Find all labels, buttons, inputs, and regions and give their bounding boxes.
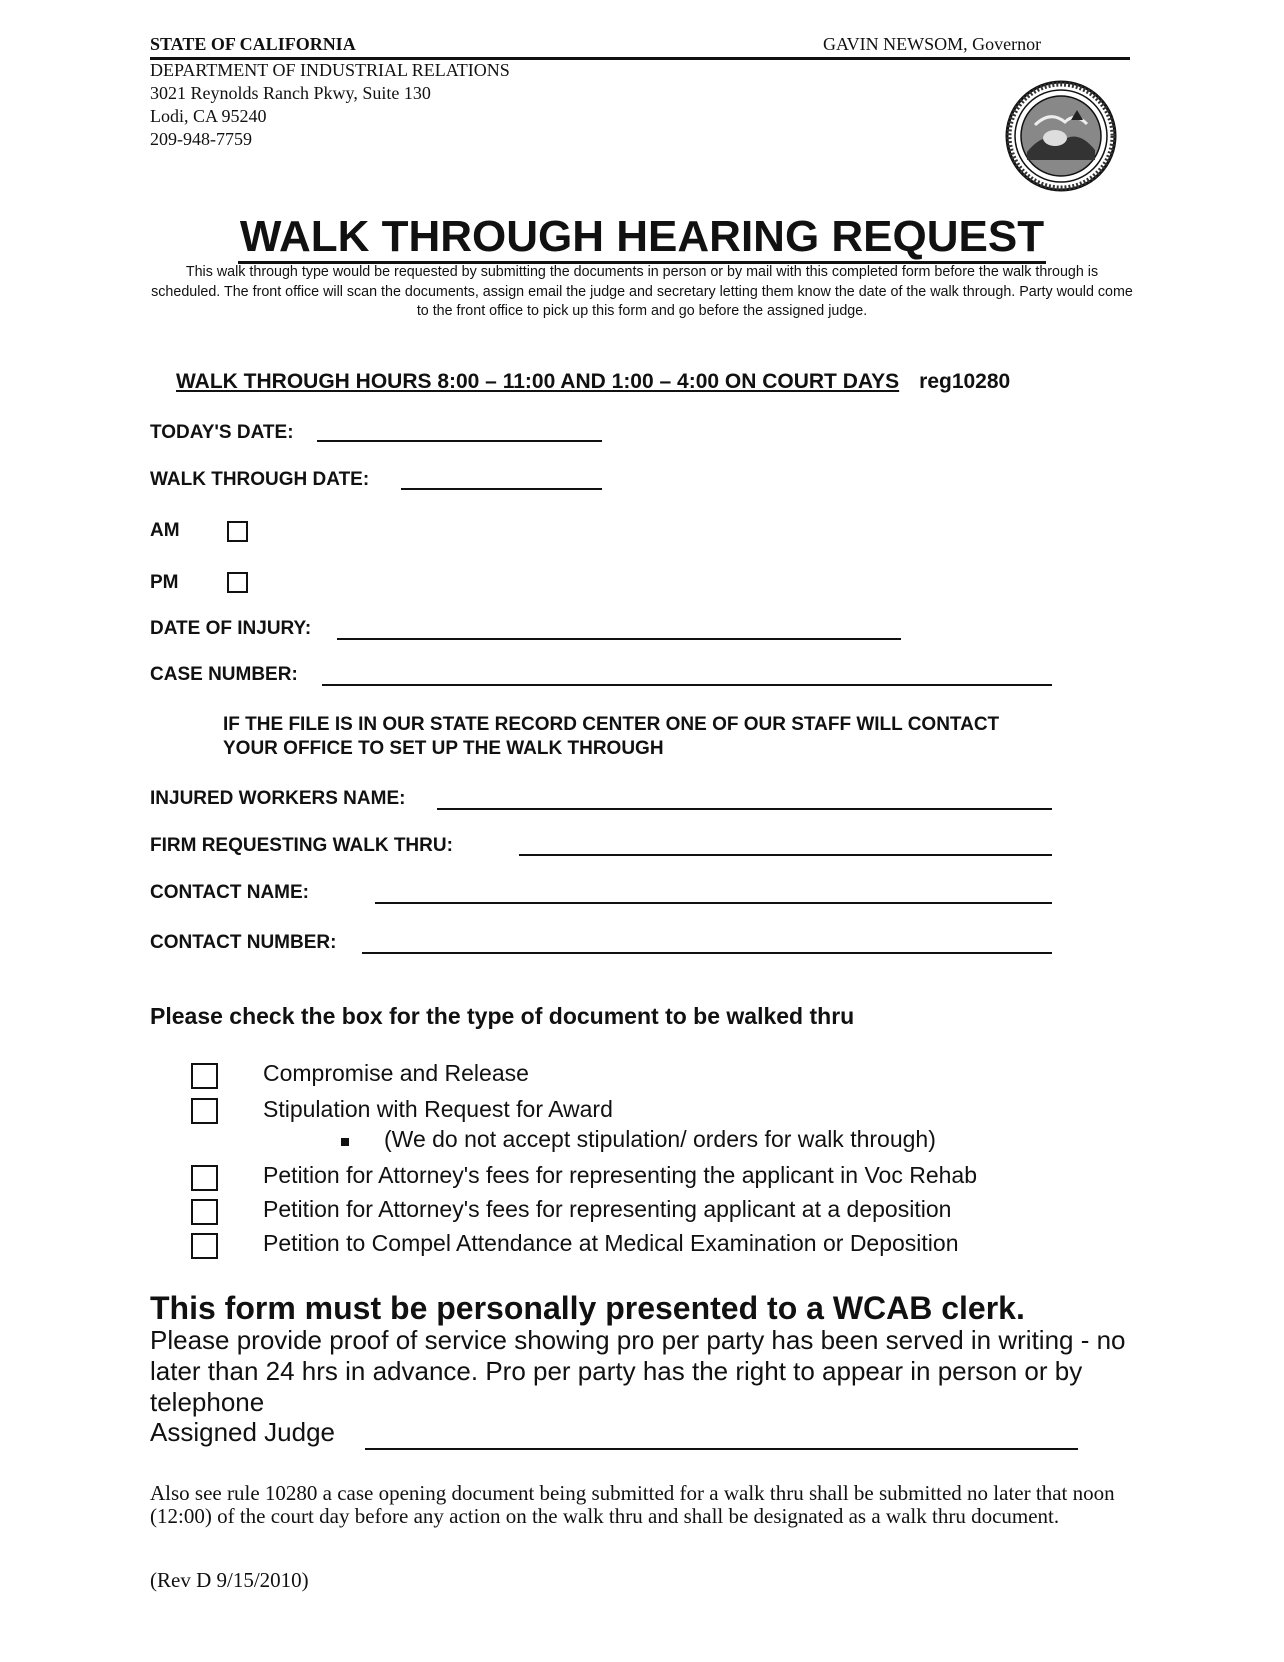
contact-number-input[interactable]	[362, 952, 1052, 954]
stipulation-award-checkbox[interactable]	[191, 1098, 218, 1124]
document-option: Compromise and Release	[263, 1060, 529, 1086]
page-title: WALK THROUGH HEARING REQUEST	[0, 212, 1284, 262]
intro-text: This walk through type would be requested by submitting the documents in person or by mail with this completed form before the walk through is scheduled. The front office will scan the documents, assign email the judge and secretary letting them know the date of the walk through. Party would come to the front office to pick up this form and go before the assigned judge.	[151, 264, 1133, 319]
hours-text: WALK THROUGH HOURS 8:00 – 11:00 AND 1:00 – 4:00 ON COURT DAYS	[176, 370, 900, 393]
deposition-fees-checkbox[interactable]	[191, 1199, 218, 1225]
date-of-injury-label: DATE OF INJURY:	[150, 618, 312, 639]
address-line-2: Lodi, CA 95240	[150, 106, 267, 126]
revision-label: (Rev D 9/15/2010)	[150, 1568, 309, 1592]
case-number-input[interactable]	[322, 684, 1052, 686]
todays-date-label: TODAY'S DATE:	[150, 422, 294, 443]
todays-date-input[interactable]	[317, 440, 602, 442]
walk-through-date-input[interactable]	[401, 488, 602, 490]
contact-number-label: CONTACT NUMBER:	[150, 932, 337, 953]
stipulation-note: (We do not accept stipulation/ orders for walk through)	[384, 1126, 936, 1152]
contact-name-label: CONTACT NAME:	[150, 882, 310, 903]
department-address	[150, 59, 510, 151]
reg-code: reg10280	[919, 370, 1011, 393]
compel-attendance-checkbox[interactable]	[191, 1233, 218, 1259]
state-seal-icon	[1005, 80, 1117, 192]
department-phone: 209-948-7759	[150, 129, 252, 149]
governor-name: GAVIN NEWSOM, Governor	[823, 34, 1042, 54]
present-to-clerk-notice: This form must be personally presented to a WCAB clerk.	[150, 1290, 1025, 1326]
assigned-judge-input[interactable]	[365, 1448, 1078, 1450]
walk-through-date-label: WALK THROUGH DATE:	[150, 469, 370, 490]
case-number-label: CASE NUMBER:	[150, 664, 298, 685]
compromise-release-checkbox[interactable]	[191, 1063, 218, 1089]
document-type-heading: Please check the box for the type of document to be walked thru	[150, 1003, 855, 1029]
date-of-injury-input[interactable]	[337, 638, 901, 640]
document-option: Petition for Attorney's fees for representing applicant at a deposition	[263, 1196, 952, 1222]
notice-line-2: YOUR OFFICE TO SET UP THE WALK THROUGH	[223, 738, 664, 759]
contact-name-input[interactable]	[375, 902, 1052, 904]
document-option: Stipulation with Request for Award	[263, 1096, 613, 1122]
pm-checkbox[interactable]	[227, 572, 248, 593]
notice-line-1: IF THE FILE IS IN OUR STATE RECORD CENTER ONE OF OUR STAFF WILL CONTACT	[223, 714, 1000, 735]
record-center-notice	[223, 713, 999, 761]
walk-through-hours	[176, 370, 1010, 394]
am-label: AM	[150, 520, 180, 541]
document-option: Petition to Compel Attendance at Medical Examination or Deposition	[263, 1230, 959, 1256]
rule-10280-note: Also see rule 10280 a case opening document being submitted for a walk thru shall be submitted no later that noon (12:00) of the court day before any action on the walk thru and shall be designated as a walk thru document.	[150, 1481, 1115, 1528]
firm-requesting-input[interactable]	[519, 854, 1052, 856]
address-line-1: 3021 Reynolds Ranch Pkwy, Suite 130	[150, 83, 431, 103]
voc-rehab-fees-checkbox[interactable]	[191, 1165, 218, 1191]
firm-requesting-label: FIRM REQUESTING WALK THRU:	[150, 835, 453, 856]
state-name: STATE OF CALIFORNIA	[150, 34, 356, 54]
pm-label: PM	[150, 572, 179, 593]
injured-workers-name-label: INJURED WORKERS NAME:	[150, 788, 406, 809]
am-checkbox[interactable]	[227, 521, 248, 542]
document-option: Petition for Attorney's fees for representing the applicant in Voc Rehab	[263, 1162, 977, 1188]
department-name: DEPARTMENT OF INDUSTRIAL RELATIONS	[150, 60, 510, 80]
assigned-judge-label: Assigned Judge	[150, 1417, 336, 1447]
proof-of-service-text: Please provide proof of service showing pro per party has been served in writing - no later than 24 hrs in advance. Pro per party has the right to appear in person or by telephone	[150, 1325, 1126, 1417]
bullet-icon	[341, 1138, 349, 1146]
injured-workers-name-input[interactable]	[437, 808, 1052, 810]
